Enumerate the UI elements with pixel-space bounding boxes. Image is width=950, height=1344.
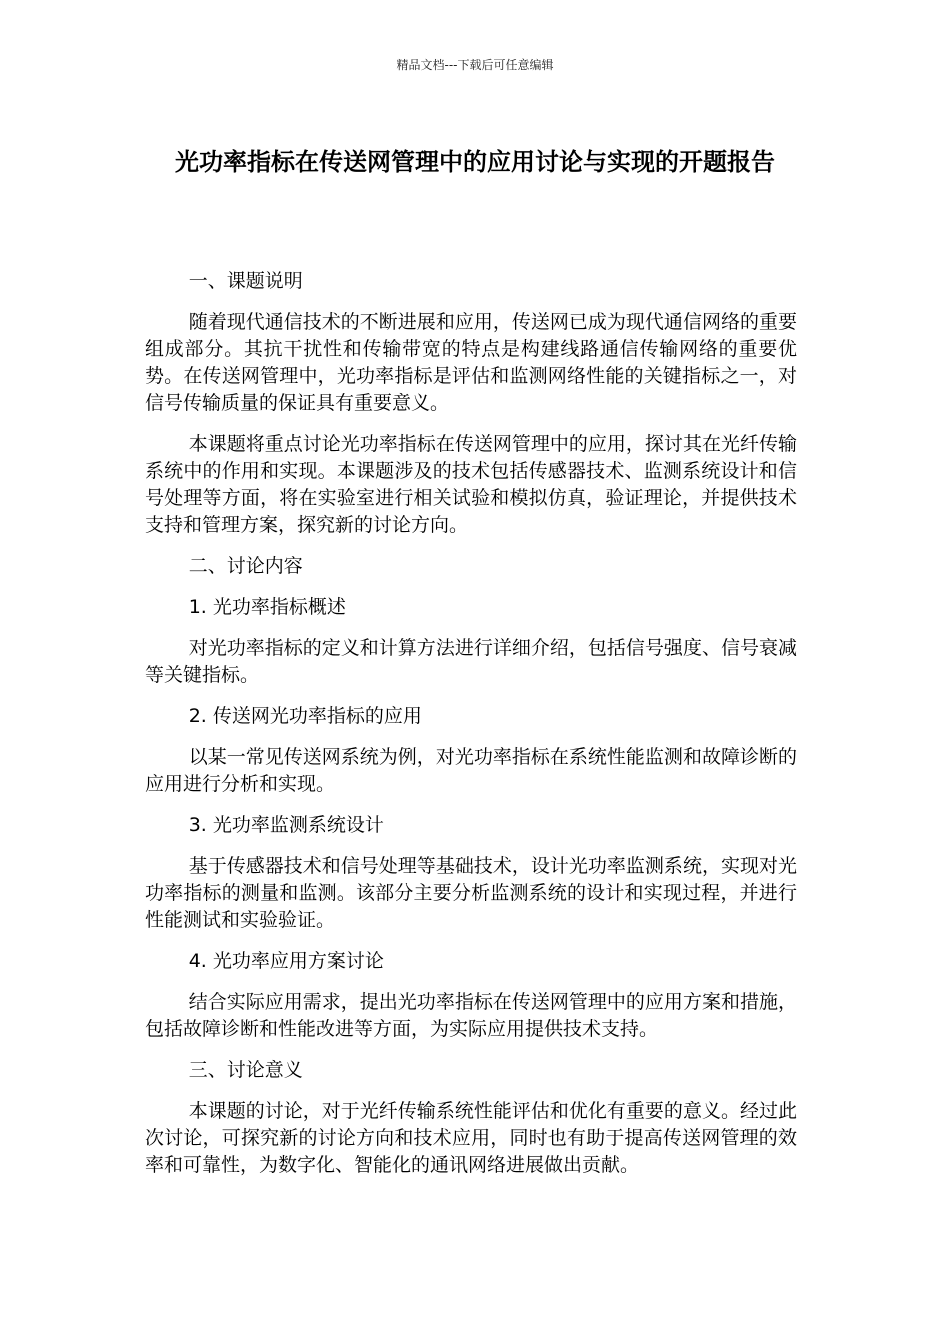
paragraph: 本课题的讨论，对于光纤传输系统性能评估和优化有重要的意义。经过此次讨论，可探究新的讨论方向和技术应用，同时也有助于提高传送网管理的效率和可靠性，为数字化、智能化的通讯网络进展做出贡献。 <box>145 1100 797 1176</box>
document-title: 光功率指标在传送网管理中的应用讨论与实现的开题报告 <box>175 148 775 176</box>
page-header: 精品文档---下载后可任意编辑 <box>396 58 554 72</box>
paragraph: 本课题将重点讨论光功率指标在传送网管理中的应用，探讨其在光纤传输系统中的作用和实现。本课题涉及的技术包括传感器技术、监测系统设计和信号处理等方面，将在实验室进行相关试验和模拟仿真，验证理论，并提供技术支持和管理方案，探究新的讨论方向。 <box>145 433 797 536</box>
paragraph: 基于传感器技术和信号处理等基础技术，设计光功率监测系统，实现对光功率指标的测量和监测。该部分主要分析监测系统的设计和实现过程，并进行性能测试和实验验证。 <box>145 855 797 931</box>
paragraph: 结合实际应用需求，提出光功率指标在传送网管理中的应用方案和措施，包括故障诊断和性能改进等方面，为实际应用提供技术支持。 <box>145 991 797 1040</box>
paragraph: 随着现代通信技术的不断进展和应用，传送网已成为现代通信网络的重要组成部分。其抗干扰性和传输带宽的特点是构建线路通信传输网络的重要优势。在传送网管理中，光功率指标是评估和监测网络性能的关键指标之一，对信号传输质量的保证具有重要意义。 <box>145 311 797 414</box>
subsection-heading-2: 2. 传送网光功率指标的应用 <box>188 705 422 727</box>
document-body <box>145 268 797 1193</box>
subsection-heading-3: 3. 光功率监测系统设计 <box>188 814 384 836</box>
section-heading-3: 三、讨论意义 <box>188 1059 303 1081</box>
subsection-heading-1: 1. 光功率指标概述 <box>188 596 346 618</box>
subsection-heading-4: 4. 光功率应用方案讨论 <box>188 950 384 972</box>
section-heading-2: 二、讨论内容 <box>188 555 303 577</box>
paragraph: 对光功率指标的定义和计算方法进行详细介绍，包括信号强度、信号衰减等关键指标。 <box>145 637 797 686</box>
paragraph: 以某一常见传送网系统为例，对光功率指标在系统性能监测和故障诊断的应用进行分析和实现。 <box>145 746 797 795</box>
section-heading-1: 一、课题说明 <box>188 270 303 292</box>
